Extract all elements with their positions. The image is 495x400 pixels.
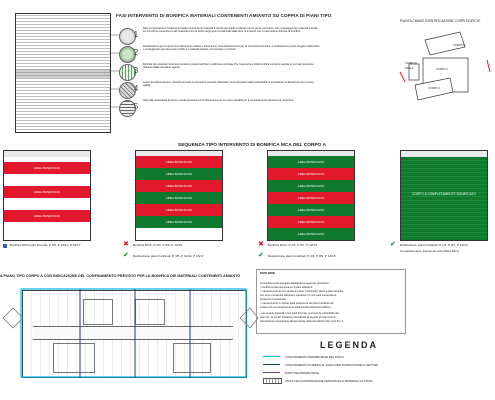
caption-6: Restituzione piani bonificati: P 1/1, P 6/7, P 12/13: [400, 243, 468, 247]
phase-4-text: Lavori bonificati saranno restituiti secondo le procedure previste. Effettuato senza sbrigativi della restituibilità ai prevedendo la liberazione per il piano agibile.: [143, 81, 314, 88]
legend-item-2: CONFINAMENTO INTERNO AL PIANO PER SUDDIVISIONE IN SETTORI: [285, 363, 379, 367]
caption-1: Bonifica MCA piani interrati, P 4/5, P 10/11, P 16/17: [10, 243, 81, 247]
phase-4-number: 4: [133, 84, 139, 93]
perimeter-door-line: [263, 372, 280, 373]
phase-2-number: 2: [133, 48, 139, 57]
key-label-scala: SCALA: [405, 67, 414, 70]
legend-item-4: UNITA' DECONTAMINAZIONE PERSONALE E MATERIALI AL PIANO: [285, 379, 373, 383]
caption-7: Completamento intervento di bonifica MCA: [400, 249, 459, 253]
legend-item-1: CONFINAMENTO PERIMETRALE DEL PIANO: [285, 355, 344, 359]
cross-icon: ✖: [258, 241, 264, 248]
sequence-title: SEQUENZA TIPO INTERVENTO DI BONIFICA MCA DEL CORPO A: [178, 143, 327, 148]
note-line: evitare che al completamento della bonifica dell'intero edificio.: [260, 306, 331, 309]
legend-item-3: PORTONE PERIMETRALE: [285, 371, 320, 375]
floor-marker-icon: [3, 244, 7, 248]
completed-label: CORPO A COMPLETAMENTE BONIFICATO: [412, 192, 476, 196]
key-label-corpo-c: CORPO C: [428, 87, 441, 90]
sequence-panel-1: [3, 155, 91, 241]
note-line: - mantenimento in spazio della preferenze del piani bonificati ad: [260, 302, 334, 305]
note-line: piani 31, 32 ed 33. Pertanto procedendo al seguito gli interventi di: [260, 316, 336, 319]
red-bar: AREA BONIFICATA: [268, 192, 354, 204]
red-bar: AREA BONIFICATA: [136, 180, 222, 192]
perimeter-confinement-line: [263, 356, 280, 357]
decontamination-unit-symbol: [263, 378, 282, 384]
note-line: demolizione propedeutici all'esecuzione delle demolizioni dei corpi B e C.: [260, 320, 344, 323]
phase-3-text: Bonifica dei materiali contenenti amianto presenti all'interno dell'area confinata. Per l'esecuzione della bonifica verranno seguite le normali procedure richieste dalla normativa vigente.: [143, 63, 314, 70]
note-line: - bonifica contemporanea su 2 piani adiacenti;: [260, 286, 313, 289]
key-plan-drawing: [395, 30, 495, 130]
phase-5-number: 5: [133, 102, 139, 111]
red-bar: AREA BONIFICATA: [4, 210, 90, 222]
phase-leader-lines: [0, 0, 140, 130]
sequence-panel-4: [400, 155, 488, 241]
note-line: - mantenimento di uno spazio di piano "cuscinetto" libero a piani bonifica: [260, 290, 344, 293]
green-bar: AREA BONIFICATA: [136, 192, 222, 204]
green-bar: AREA BONIFICATA: [136, 168, 222, 180]
red-bar: AREA BONIFICATA: [136, 156, 222, 168]
red-bar: AREA BONIFICATA: [268, 216, 354, 228]
plan-title: A PIANO TIPO CORPO A CON INDICAZIONE DEL CONFINAMENTO PREVISTO PER LA BONIFICA DEI MATERIALI CONTENENTI AMIANTO: [0, 274, 241, 278]
key-plan-title: PIANTA CHIAVE IDENTIFICAZIONE CORPI EDIFICIO: [400, 19, 481, 23]
phase-3-number: 3: [133, 66, 139, 75]
caption-5: Restituzione piani bonificati: P 2/3, P 8/9, P 14/15: [268, 254, 336, 258]
note-line: presenza di personale;: [260, 298, 287, 301]
main-title: FASI INTERVENTO DI BONIFICA MATERIALI CONTENENTI AMIANTO SU COPPIA DI PIANI TIPO: [116, 13, 332, 18]
notes-box: [256, 269, 406, 334]
notes-title: NOTE BENE: [260, 272, 276, 275]
red-bar: AREA BONIFICATA: [4, 186, 90, 198]
phase-1-number: 1: [133, 30, 139, 39]
green-bar: AREA BONIFICATA: [268, 180, 354, 192]
phase-5-text: Oltre alla restituibilità ai lavori e usuali procedure di confinamento per cui sono possibili per il completamento dei lavori di rimozione.: [143, 99, 294, 102]
green-bar: AREA BONIFICATA: [268, 204, 354, 216]
note-line: non sono consentite effettuare operazioni in non sarà consentita la: [260, 294, 337, 297]
check-icon: ✔: [123, 252, 129, 259]
caption-4: Bonifica MCA: P 1/1, P 6/7, P 12/13: [268, 243, 317, 247]
red-bar: AREA BONIFICATA: [136, 204, 222, 216]
internal-confinement-line: [263, 364, 280, 365]
check-icon: ✔: [258, 252, 264, 259]
sequence-panel-2: [135, 155, 223, 241]
plan-confinement-lines: [0, 280, 260, 390]
key-label-corpo-f: CORPO F: [405, 62, 417, 65]
red-bar: AREA BONIFICATA: [4, 162, 90, 174]
sequence-panel-3: [267, 155, 355, 241]
phase-1-text: Dato sul pianterreno l'isolamento delle immissioni di materiali a rischio per quello confinato con le prime procedure con il passaggio dei materiali a livello. La rimozione preventiva di tali materiali entro le quote degli spazi contaminati dalle fibre di amianto che si trasmettono durante la bonifica.: [143, 27, 319, 34]
green-bar: AREA BONIFICATA: [268, 156, 354, 168]
caption-3: Restituzione piani bonificati: P 4/5, P 10/11, P 16/17: [133, 254, 204, 258]
legend-title: LEGENDA: [320, 340, 379, 350]
phase-2-text: Realizzazione per le opere di confinamento statico e dinamico in zona dell'intervento per la successiva bonifica. Il confinamento verrà eseguito utilizzando e proteggendo ogni elemento mobile e i materiali isolanti, con cerniere e controlli.: [143, 45, 320, 52]
check-icon: ✔: [390, 241, 396, 248]
key-label-corpo-b: CORPO B: [453, 44, 465, 47]
key-label-corpo-a: CORPO A: [436, 68, 448, 71]
note-line: La bonifica verrà eseguita adottando la seguente procedura:: [260, 282, 330, 285]
caption-2: Bonifica MCA: P 2/3, P 8/9, P 14/15: [133, 243, 182, 247]
note-line: - per quanto riguarda i vani piani interrati, verranno la restituibilità dei: [260, 312, 339, 315]
cross-icon: ✖: [123, 241, 129, 248]
green-bar: AREA BONIFICATA: [268, 228, 354, 240]
green-bar: AREA BONIFICATA: [136, 216, 222, 228]
red-bar: AREA BONIFICATA: [268, 168, 354, 180]
